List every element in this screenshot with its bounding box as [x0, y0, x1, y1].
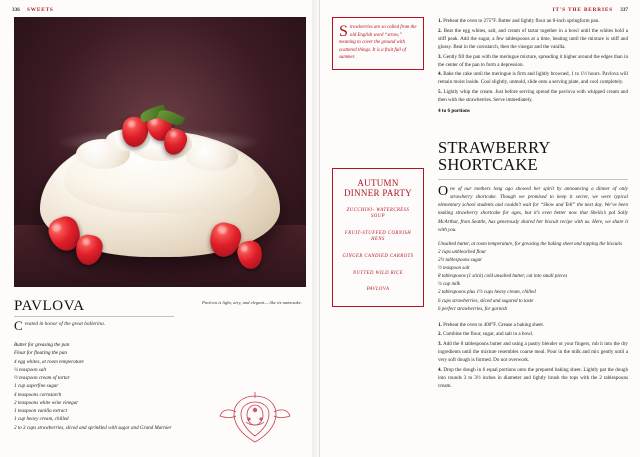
ingredient-item: ¼ teaspoon salt	[14, 366, 47, 373]
ingredient-item: 4 egg whites, at room temperature	[14, 358, 84, 365]
step	[438, 53, 628, 69]
headnote-text: reated in honor of the great ballerina.	[24, 321, 106, 327]
ingredient-item: 1 teaspoon vanilla extract	[14, 408, 68, 414]
strawberry-note-box	[332, 17, 424, 70]
ingredient-item: 6 cups strawberries, sliced and sugared to taste	[438, 298, 534, 304]
pavlova-steps	[438, 17, 628, 104]
headnote-dropcap: C	[14, 318, 23, 333]
shortcake-title-line1: STRAWBERRY	[438, 138, 551, 158]
step-text: Preheat the oven to 275°F. Butter and lightly flour an 8-inch springform pan.	[443, 18, 600, 24]
ingredient-item: 2 tablespoons plus 1½ cups heavy cream, chilled	[438, 290, 536, 296]
ingredient-item: 2 to 3 cups strawberries, sliced and sprinkled with sugar and Grand Marnier	[14, 424, 172, 431]
ingredient-item: Unsalted butter, at room temperature, for greasing the baking sheet and topping the biscuits	[438, 241, 623, 247]
ingredient-item: 1 cup heavy cream, chilled	[14, 416, 69, 423]
step-number: 4.	[438, 71, 442, 78]
shortcake-dropcap: O	[438, 184, 449, 200]
step-text: Preheat the oven to 400°F. Grease a baking sheet.	[443, 321, 545, 328]
ingredient-item: 2 teaspoons white wine vinegar	[14, 399, 79, 406]
right-running-head	[553, 7, 628, 13]
title-divider	[14, 316, 174, 317]
shortcake-steps	[438, 321, 628, 391]
step-number: 5.	[438, 89, 442, 96]
pavlova-yield: 4 to 6 portions	[438, 108, 470, 115]
step-number: 1.	[438, 321, 442, 328]
note-text: trawberries are so called from the old English word “straw,” meaning to cover the ground with scattered things. It is a fruit full of summer.	[339, 25, 417, 61]
menu-title: AUTUMN DINNER PARTY	[344, 178, 412, 199]
step	[438, 17, 628, 25]
menu-item: FRUIT-STUFFED CORNISH HENS	[344, 230, 412, 243]
menu-item: ZUCCHINI- WATERCRESS SOUP	[346, 207, 410, 220]
step	[438, 321, 628, 329]
step	[438, 88, 628, 104]
ingredient-item: 2 cups unbleached flour	[438, 250, 487, 255]
step-text: Lightly whip the cream. Just before serving spread the pavlova with whipped cream and then with the strawberries. Serve immediately.	[438, 89, 628, 104]
ingredient-item: Flour for flouring the pan	[14, 350, 67, 357]
shortcake-divider	[438, 179, 628, 180]
right-running-head-label: IT'S THE BERRIES	[552, 7, 614, 13]
photo-caption: Pavlova is light, airy, and elegant— like its namesake.	[202, 300, 302, 305]
left-running-head	[12, 7, 54, 13]
step-text: Drop the dough in 6 equal portions onto the prepared baking sheet. Lightly pat the dough into rounds 3 to 3½ inches in diameter and lightly brush the tops with the 2 tablespoons cream.	[438, 366, 628, 390]
step	[438, 366, 628, 390]
step-number: 3.	[438, 341, 442, 348]
step-number: 1.	[438, 18, 442, 24]
step-number: 2.	[438, 331, 442, 338]
shortcake-headnote	[438, 185, 628, 234]
ingredient-item: 6 perfect strawberries, for garnish	[438, 306, 508, 312]
step-text: Beat the egg whites, salt, and cream of tartar together in a bowl until the whites hold a stiff peak. Add the sugar, a few tablespoons at a time, beating until the mixture is stiff and glossy. Beat in the cornstarch, then the vinegar and the vanilla.	[438, 27, 628, 50]
right-main-column	[438, 17, 628, 392]
menu-item: NUTTED WILD RICE	[352, 270, 404, 276]
ingredient-item: Butter for greasing the pan	[14, 342, 70, 348]
step	[438, 27, 628, 51]
ingredient-item: 1 cup superfine sugar	[14, 383, 59, 390]
ingredient-item: 2½ tablespoons sugar	[438, 258, 483, 264]
ingredient-item: ½ teaspoon cream of tartar	[14, 375, 70, 381]
step-text: Combine the flour, sugar, and salt in a bowl.	[443, 331, 534, 338]
left-running-head-label: SWEETS	[26, 7, 54, 13]
note-box-paragraph	[339, 24, 417, 62]
right-page	[320, 0, 640, 457]
shortcake-title-line2: SHORTCAKE	[438, 155, 538, 175]
sidebar-column	[332, 17, 424, 70]
note-dropcap: S	[339, 23, 348, 40]
step-text: Add the 8 tablespoons butter and using a pastry blender or your fingers, rub it into the dry ingredients until the mixture resembles coarse meal. Pour in the milk and mix gently until a very soft dough is formed. Do not overwork.	[438, 341, 628, 364]
ingredient-item: ½ teaspoon salt	[438, 266, 470, 272]
shortcake-title	[438, 140, 628, 174]
pavlova-ingredient-list	[14, 341, 192, 432]
step-text: Gently fill the pan with the meringue mixture, spreading it higher around the edges than in the center of the pan to form a depression.	[438, 53, 628, 68]
ingredient-item: 4 teaspoons cornstarch	[14, 391, 62, 398]
step	[438, 70, 628, 86]
step	[438, 330, 628, 338]
step-number: 4.	[438, 366, 442, 373]
right-folio: 337	[620, 7, 628, 13]
step-number: 3.	[438, 53, 442, 60]
pavlova-headnote	[14, 320, 184, 331]
left-folio: 336	[12, 7, 20, 13]
shortcake-ingredient-list	[438, 241, 628, 314]
pavlova-photo	[14, 17, 306, 287]
decorative-crest-icon	[212, 392, 298, 446]
autumn-dinner-party-menu	[332, 168, 424, 307]
step-number: 2.	[438, 27, 442, 34]
step-text: Bake the cake until the meringue is firm and lightly browned, 1 to 1½ hours. Pavlova will remain moist inside. Cool slightly, unmold, slide onto a serving plate, and cool completely.	[438, 71, 628, 86]
shortcake-headnote-text: ne of our mothers long ago showed her spirit by announcing a dinner of only strawberry shortcake. Though we promised to keep it secret, we were typical elementary school students and couldn’t wait for “Show and Tell” the next day. We’ve been making strawberry shortcake for ages, but it’s even better now that Sheila’s pal Sally McArthur, from Seattle, has generously shared her biscuit recipe with us. Here, we share it with you.	[438, 186, 628, 233]
menu-item: GINGER CANDIED CARROTS	[342, 254, 414, 259]
ingredient-item: ¼ cup milk	[438, 282, 461, 288]
pavlova-title: PAVLOVA	[14, 298, 85, 314]
step	[438, 340, 628, 364]
ingredient-item: 8 tablespoons (1 stick) cold unsalted butter, cut into small pieces	[438, 274, 568, 280]
menu-item: PAVLOVA	[366, 287, 390, 293]
